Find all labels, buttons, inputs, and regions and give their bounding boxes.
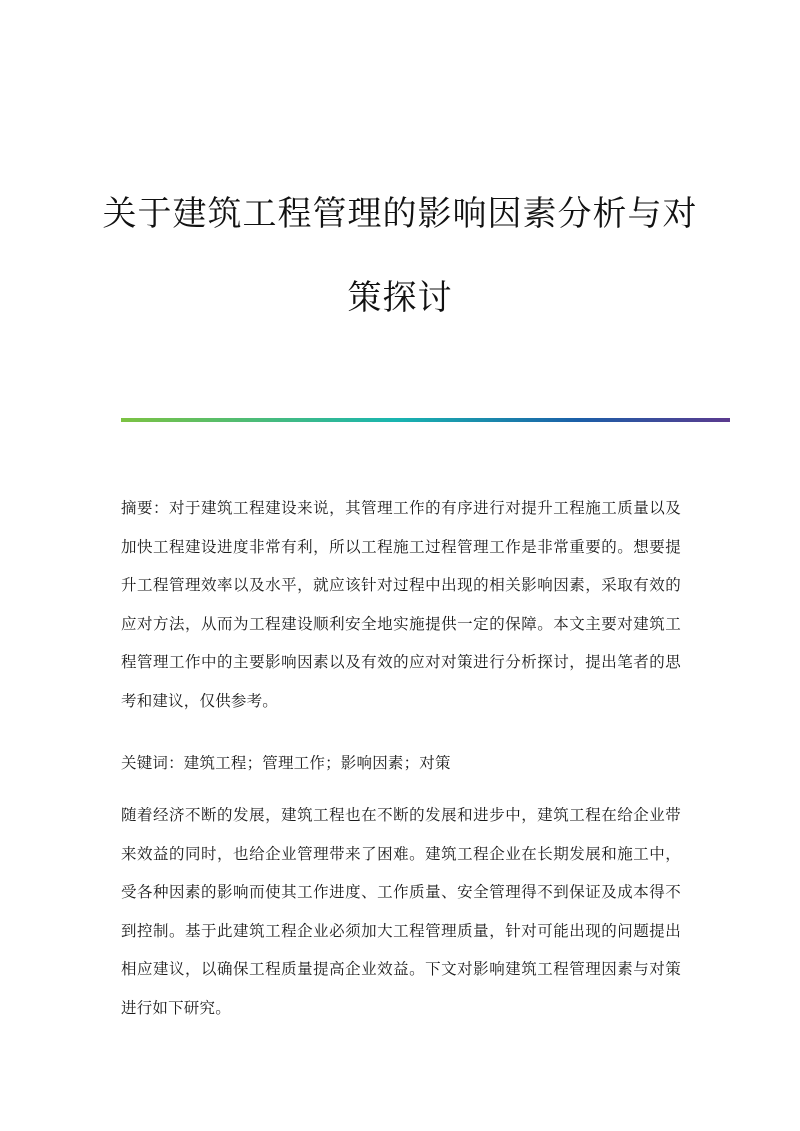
title-line-2: 策探讨 [347, 278, 453, 318]
title-line-1: 关于建筑工程管理的影响因素分析与对 [102, 194, 698, 234]
abstract-paragraph: 摘要：对于建筑工程建设来说，其管理工作的有序进行对提升工程施工质量以及加快工程建设进度非常有利，所以工程施工过程管理工作是非常重要的。想要提升工程管理效率以及水平，就应该针对过程中出现的相关影响因素，采取有效的应对方法，从而为工程建设顺利安全地实施提供一定的保障。本文主要对建筑工程管理工作中的主要影响因素以及有效的应对对策进行分析探讨，提出笔者的思考和建议，仅供参考。 [121, 499, 681, 710]
gradient-divider [121, 418, 730, 422]
body-paragraph-1: 随着经济不断的发展，建筑工程也在不断的发展和进步中，建筑工程在给企业带来效益的同时，也给企业管理带来了困难。建筑工程企业在长期发展和施工中，受各种因素的影响而使其工作进度、工作质量、安全管理得不到保证及成本得不到控制。基于此建筑工程企业必须加大工程管理质量，针对可能出现的问题提出相应建议，以确保工程质量提高企业效益。下文对影响建筑工程管理因素与对策进行如下研究。 [121, 806, 681, 1017]
keywords-line: 关键词：建筑工程；管理工作；影响因素；对策 [121, 754, 451, 772]
